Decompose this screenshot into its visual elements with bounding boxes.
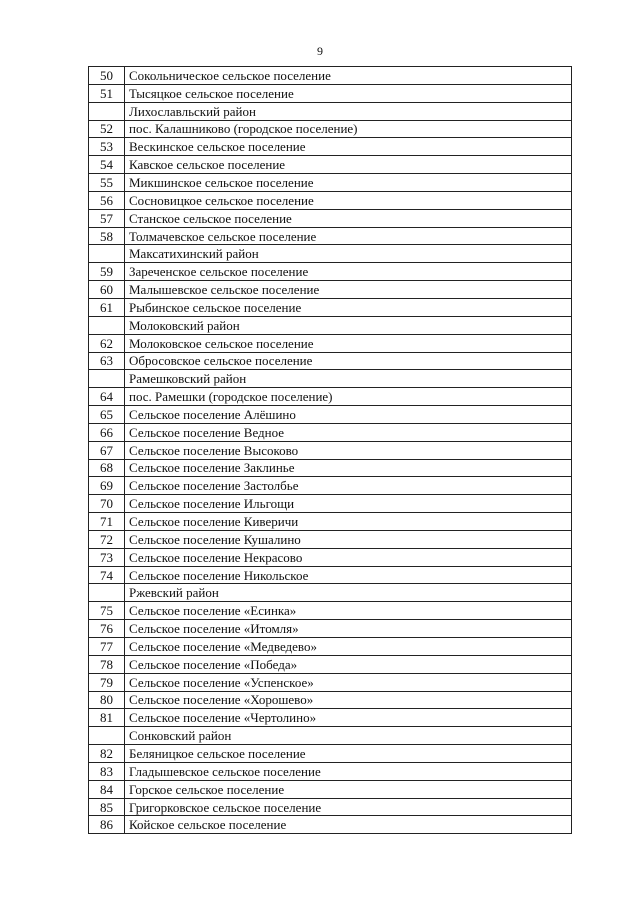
row-number: 84 [89, 780, 125, 798]
row-number: 76 [89, 620, 125, 638]
table-row [89, 602, 572, 620]
table-row [89, 477, 572, 495]
table-row [89, 209, 572, 227]
settlement-name: Сельское поселение «Есинка» [125, 602, 572, 620]
settlement-name: Вескинское сельское поселение [125, 138, 572, 156]
row-number [89, 316, 125, 334]
table-row [89, 530, 572, 548]
table-row [89, 745, 572, 763]
table-row [89, 388, 572, 406]
table-row [89, 566, 572, 584]
settlement-name: Сельское поселение Никольское [125, 566, 572, 584]
row-number: 56 [89, 191, 125, 209]
row-number: 58 [89, 227, 125, 245]
row-number: 65 [89, 406, 125, 424]
district-name: Сонковский район [125, 727, 572, 745]
table-row [89, 138, 572, 156]
table-row [89, 406, 572, 424]
settlement-name: Сельское поселение Высоково [125, 441, 572, 459]
row-number: 71 [89, 513, 125, 531]
settlement-name: Сосновицкое сельское поселение [125, 191, 572, 209]
row-number: 67 [89, 441, 125, 459]
row-number: 73 [89, 548, 125, 566]
row-number: 81 [89, 709, 125, 727]
settlements-table-body [89, 67, 572, 834]
settlement-name: Григорковское сельское поселение [125, 798, 572, 816]
row-number: 83 [89, 762, 125, 780]
table-row [89, 638, 572, 656]
settlement-name: Сельское поселение Ведное [125, 423, 572, 441]
row-number [89, 727, 125, 745]
row-number: 61 [89, 298, 125, 316]
row-number: 75 [89, 602, 125, 620]
settlement-name: Тысяцкое сельское поселение [125, 84, 572, 102]
settlement-name: Станское сельское поселение [125, 209, 572, 227]
settlement-name: Малышевское сельское поселение [125, 281, 572, 299]
table-row [89, 673, 572, 691]
settlement-name: Толмачевское сельское поселение [125, 227, 572, 245]
district-header-row [89, 370, 572, 388]
table-row [89, 120, 572, 138]
district-header-row [89, 316, 572, 334]
settlement-name: Молоковское сельское поселение [125, 334, 572, 352]
table-row [89, 620, 572, 638]
settlement-name: Сельское поселение «Победа» [125, 655, 572, 673]
settlement-name: Зареченское сельское поселение [125, 263, 572, 281]
table-row [89, 227, 572, 245]
settlement-name: Сельское поселение Некрасово [125, 548, 572, 566]
row-number: 72 [89, 530, 125, 548]
table-row [89, 67, 572, 85]
settlement-name: Сельское поселение Алёшино [125, 406, 572, 424]
row-number: 62 [89, 334, 125, 352]
row-number: 63 [89, 352, 125, 370]
row-number: 57 [89, 209, 125, 227]
settlement-name: Сокольническое сельское поселение [125, 67, 572, 85]
row-number: 86 [89, 816, 125, 834]
settlement-name: Сельское поселение Застолбье [125, 477, 572, 495]
table-row [89, 298, 572, 316]
settlement-name: Сельское поселение Ильгощи [125, 495, 572, 513]
row-number: 51 [89, 84, 125, 102]
settlement-name: Койское сельское поселение [125, 816, 572, 834]
row-number [89, 102, 125, 120]
settlement-name: Гладышевское сельское поселение [125, 762, 572, 780]
table-row [89, 691, 572, 709]
settlement-name: Сельское поселение «Чертолино» [125, 709, 572, 727]
table-row [89, 441, 572, 459]
table-row [89, 548, 572, 566]
settlement-name: Кавское сельское поселение [125, 156, 572, 174]
row-number: 68 [89, 459, 125, 477]
table-row [89, 352, 572, 370]
row-number: 64 [89, 388, 125, 406]
row-number [89, 370, 125, 388]
row-number: 69 [89, 477, 125, 495]
table-row [89, 798, 572, 816]
settlement-name: Сельское поселение «Успенское» [125, 673, 572, 691]
row-number: 60 [89, 281, 125, 299]
settlement-name: Сельское поселение «Медведево» [125, 638, 572, 656]
table-row [89, 263, 572, 281]
table-row [89, 762, 572, 780]
row-number: 59 [89, 263, 125, 281]
settlement-name: Сельское поселение «Итомля» [125, 620, 572, 638]
district-name: Лихославльский район [125, 102, 572, 120]
row-number: 82 [89, 745, 125, 763]
row-number: 74 [89, 566, 125, 584]
row-number: 77 [89, 638, 125, 656]
settlement-name: Обросовское сельское поселение [125, 352, 572, 370]
row-number [89, 245, 125, 263]
district-name: Молоковский район [125, 316, 572, 334]
settlement-name: Сельское поселение Кушалино [125, 530, 572, 548]
table-row [89, 780, 572, 798]
settlement-name: пос. Рамешки (городское поселение) [125, 388, 572, 406]
table-row [89, 513, 572, 531]
row-number [89, 584, 125, 602]
table-row [89, 816, 572, 834]
settlement-name: Горское сельское поселение [125, 780, 572, 798]
row-number: 70 [89, 495, 125, 513]
page-number: 9 [317, 44, 323, 58]
row-number: 53 [89, 138, 125, 156]
row-number: 80 [89, 691, 125, 709]
settlement-name: Микшинское сельское поселение [125, 174, 572, 192]
table-row [89, 655, 572, 673]
district-header-row [89, 584, 572, 602]
table-row [89, 281, 572, 299]
district-header-row [89, 727, 572, 745]
district-name: Ржевский район [125, 584, 572, 602]
district-name: Максатихинский район [125, 245, 572, 263]
settlement-name: пос. Калашниково (городское поселение) [125, 120, 572, 138]
settlements-table [88, 66, 572, 834]
table-row [89, 334, 572, 352]
row-number: 52 [89, 120, 125, 138]
row-number: 79 [89, 673, 125, 691]
row-number: 66 [89, 423, 125, 441]
row-number: 50 [89, 67, 125, 85]
row-number: 78 [89, 655, 125, 673]
district-header-row [89, 245, 572, 263]
table-row [89, 156, 572, 174]
settlement-name: Сельское поселение Киверичи [125, 513, 572, 531]
table-row [89, 84, 572, 102]
district-name: Рамешковский район [125, 370, 572, 388]
table-row [89, 495, 572, 513]
district-header-row [89, 102, 572, 120]
settlement-name: Сельское поселение «Хорошево» [125, 691, 572, 709]
row-number: 55 [89, 174, 125, 192]
table-row [89, 709, 572, 727]
table-row [89, 423, 572, 441]
settlement-name: Рыбинское сельское поселение [125, 298, 572, 316]
table-row [89, 459, 572, 477]
table-row [89, 191, 572, 209]
row-number: 85 [89, 798, 125, 816]
settlement-name: Сельское поселение Заклинье [125, 459, 572, 477]
row-number: 54 [89, 156, 125, 174]
table-row [89, 174, 572, 192]
settlement-name: Беляницкое сельское поселение [125, 745, 572, 763]
